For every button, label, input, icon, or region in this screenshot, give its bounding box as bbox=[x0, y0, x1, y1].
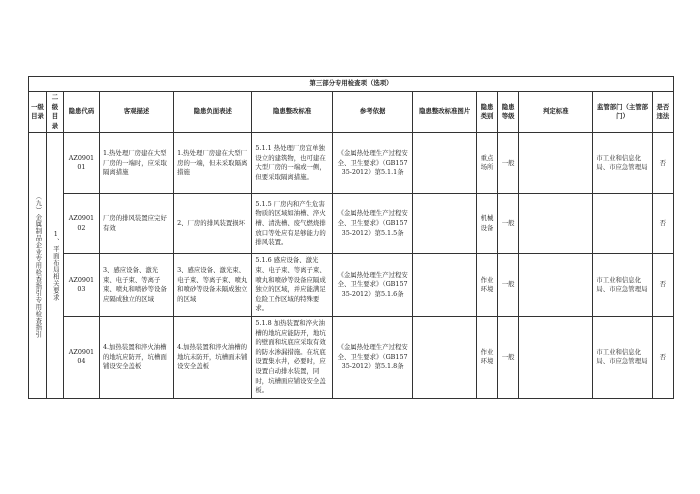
hazard-category: 作业环境 bbox=[476, 254, 497, 317]
reference-basis: 《金属热处理生产过程安全、卫生要求》（GB15735-2012）第5.1.8条 bbox=[332, 316, 412, 398]
header-authority: 监管部门（主管部门） bbox=[593, 92, 652, 133]
header-grade: 隐患等级 bbox=[498, 92, 519, 133]
hazard-grade: 一般 bbox=[498, 254, 519, 317]
negative-description: 3、感应设备、激光束、电子束、等离子束、喷丸和喷砂等设备未隔成独立的区域 bbox=[174, 254, 252, 317]
judgement-criteria bbox=[519, 194, 593, 254]
reference-basis: 《金属热处理生产过程安全、卫生要求》（GB15735-2012）第5.1.1条 bbox=[332, 133, 412, 194]
standard-image bbox=[413, 254, 477, 317]
illegal-flag: 否 bbox=[652, 316, 673, 398]
standard-image bbox=[413, 316, 477, 398]
table-row bbox=[29, 254, 674, 317]
standard-image bbox=[413, 194, 477, 254]
reference-basis: 《金属热处理生产过程安全、卫生要求》（GB15735-2012）第5.1.6条 bbox=[332, 254, 412, 317]
header-level1: 一级目录 bbox=[29, 92, 47, 133]
header-objective: 客观描述 bbox=[99, 92, 173, 133]
header-criteria: 判定标准 bbox=[519, 92, 593, 133]
judgement-criteria bbox=[519, 316, 593, 398]
header-illegal: 是否违法 bbox=[652, 92, 673, 133]
header-negative: 隐患负面表述 bbox=[174, 92, 252, 133]
rectification-standard: 5.1.8 加热装置和淬火油槽的地坑应能防开，地坑的壁面和坑底应采取有效的防水渗漏措施。在坑底设置集水井，必要时，应设置自动排水装置，同时，坑槽面应铺设安全盖板。 bbox=[252, 316, 332, 398]
hazard-grade: 一般 bbox=[498, 316, 519, 398]
header-standard: 隐患整改标准 bbox=[252, 92, 332, 133]
hazard-category: 机械设备 bbox=[476, 194, 497, 254]
judgement-criteria bbox=[519, 133, 593, 194]
objective-description: 1.热处理厂房建在大型厂房的一端时，应采取隔离措施 bbox=[99, 133, 173, 194]
header-basis: 参考依据 bbox=[332, 92, 412, 133]
table-row bbox=[29, 316, 674, 398]
negative-description: 2、厂房的排风装置损坏 bbox=[174, 194, 252, 254]
negative-description: 4.加热装置和淬火油槽的地坑未防开，坑槽面未铺设安全盖板 bbox=[174, 316, 252, 398]
hazard-code: AZ090101 bbox=[63, 133, 99, 194]
supervising-authority: 市工业和信息化局、市应急管理局 bbox=[593, 133, 652, 194]
header-level2: 二级目录 bbox=[47, 92, 64, 133]
table-row bbox=[29, 133, 674, 194]
objective-description: 3、感应设备、激光束、电子束、等离子束、喷丸和喷砂等设备应隔成独立的区域 bbox=[99, 254, 173, 317]
illegal-flag: 否 bbox=[652, 254, 673, 317]
rectification-standard: 5.1.5 厂房内和产生危害物质的区域如油槽、淬火槽、清洗槽、废气燃烧排放口等处应有足够能力的排风装置。 bbox=[252, 194, 332, 254]
illegal-flag: 否 bbox=[652, 133, 673, 194]
header-code: 隐患代码 bbox=[63, 92, 99, 133]
hazard-grade: 一般 bbox=[498, 133, 519, 194]
hazard-code: AZ090103 bbox=[63, 254, 99, 317]
negative-description: 1.热处理厂房建在大型厂房的一端，但未采取隔离措施 bbox=[174, 133, 252, 194]
header-category: 隐患类别 bbox=[476, 92, 497, 133]
inspection-sheet bbox=[28, 76, 674, 399]
standard-image bbox=[413, 133, 477, 194]
header-image: 隐患整改标准图片 bbox=[413, 92, 477, 133]
supervising-authority: 市工业和信息化局、市应急管理局 bbox=[593, 316, 652, 398]
level2-category: 1、平面布局相关要求 bbox=[47, 133, 64, 398]
supervising-authority bbox=[593, 194, 652, 254]
illegal-flag: 否 bbox=[652, 194, 673, 254]
supervising-authority: 市工业和信息化局、市应急管理局 bbox=[593, 254, 652, 317]
table-title: 第三部分专用检查项（选项） bbox=[29, 77, 674, 92]
reference-basis: 《金属热处理生产过程安全、卫生要求》（GB15735-2012）第5.1.5条 bbox=[332, 194, 412, 254]
level1-category: （九）金属制品企业专用检查指引专用检查指引 bbox=[29, 133, 47, 398]
rectification-standard: 5.1.6 感应设备、激光束、电子束、等离子束、喷丸和喷砂等设备应隔成独立的区域，并应能满足危险工作区域的特殊要求。 bbox=[252, 254, 332, 317]
hazard-grade: 一般 bbox=[498, 194, 519, 254]
judgement-criteria bbox=[519, 254, 593, 317]
table-row bbox=[29, 194, 674, 254]
objective-description: 厂房的排风装置应完好有效 bbox=[99, 194, 173, 254]
hazard-code: AZ090104 bbox=[63, 316, 99, 398]
hazard-code: AZ090102 bbox=[63, 194, 99, 254]
objective-description: 4.加热装置和淬火油槽的地坑应防开，坑槽面铺设安全盖板 bbox=[99, 316, 173, 398]
inspection-table bbox=[28, 76, 674, 399]
hazard-category: 重点场所 bbox=[476, 133, 497, 194]
rectification-standard: 5.1.1 热处理厂房宜单独设立的建筑物，也可建在大型厂房的一端或一侧，但要采取隔离措施。 bbox=[252, 133, 332, 194]
hazard-category: 作业环境 bbox=[476, 316, 497, 398]
